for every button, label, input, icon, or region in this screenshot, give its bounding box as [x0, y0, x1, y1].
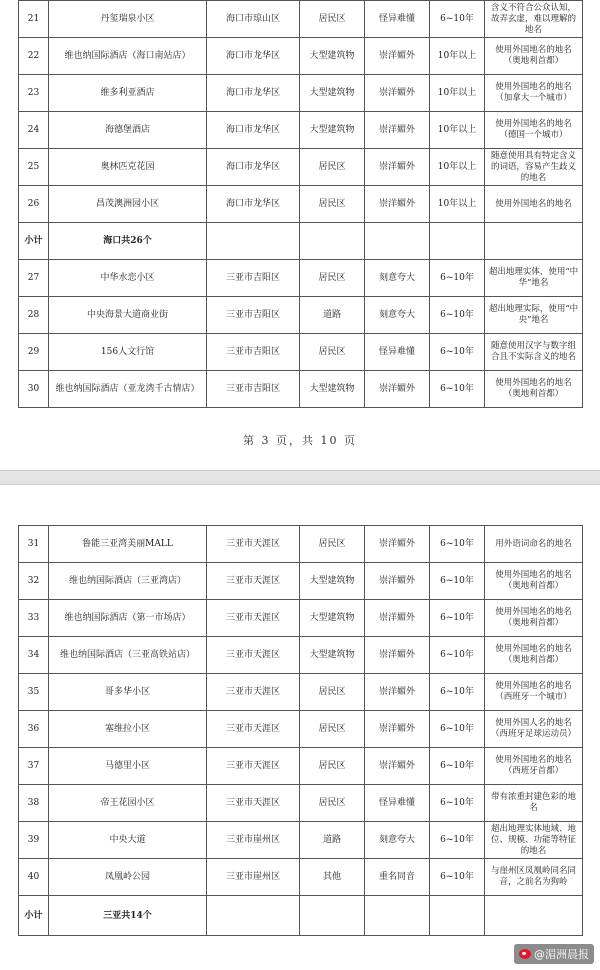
table-row	[19, 112, 583, 149]
cell-years: 10年以上	[430, 186, 485, 223]
cell-no: 38	[19, 785, 49, 822]
cell-category: 崇洋媚外	[365, 75, 430, 112]
cell-name: 昌茂澳洲园小区	[49, 186, 207, 223]
cell-category: 崇洋媚外	[365, 149, 430, 186]
cell-note: 超出地理实体，使用“中华”地名	[485, 260, 583, 297]
cell-note: 带有浓重封建色彩的地名	[485, 785, 583, 822]
cell-area: 三亚市吉阳区	[207, 334, 300, 371]
cell-name: 维也纳国际酒店（三亚高铁站店）	[49, 637, 207, 674]
cell-years: 6~10年	[430, 711, 485, 748]
table-row	[19, 260, 583, 297]
cell-name: 维也纳国际酒店（海口南站店）	[49, 38, 207, 75]
cell-note: 使用外国地名的地名（奥地利首都）	[485, 371, 583, 408]
cell-area: 三亚市天涯区	[207, 563, 300, 600]
table-row	[19, 785, 583, 822]
cell-area: 海口市龙华区	[207, 112, 300, 149]
cell-years: 6~10年	[430, 334, 485, 371]
subtotal-value: 三亚共14个	[49, 896, 207, 936]
cell-years: 6~10年	[430, 297, 485, 334]
cell-no: 35	[19, 674, 49, 711]
table-row	[19, 859, 583, 896]
cell-area: 三亚市崖州区	[207, 859, 300, 896]
subtotal-label: 小计	[19, 223, 49, 260]
cell-no: 27	[19, 260, 49, 297]
cell-years: 6~10年	[430, 637, 485, 674]
cell-note: 使用外国地名的地名（奥地利首都）	[485, 38, 583, 75]
table-row	[19, 600, 583, 637]
table-row	[19, 711, 583, 748]
cell-category: 崇洋媚外	[365, 38, 430, 75]
cell-type: 大型建筑物	[300, 600, 365, 637]
weibo-icon	[519, 949, 531, 959]
table-row	[19, 75, 583, 112]
cell-category: 刻意夸大	[365, 822, 430, 859]
subtotal-row	[19, 223, 583, 260]
cell-type: 居民区	[300, 526, 365, 563]
cell-area: 海口市琼山区	[207, 1, 300, 38]
cell-category: 崇洋媚外	[365, 600, 430, 637]
cell-category: 刻意夸大	[365, 297, 430, 334]
cell-name: 帝王花园小区	[49, 785, 207, 822]
cell-no: 36	[19, 711, 49, 748]
cell-category: 刻意夸大	[365, 260, 430, 297]
cell-category: 怪异难懂	[365, 785, 430, 822]
cell-years: 6~10年	[430, 260, 485, 297]
cell-years: 6~10年	[430, 674, 485, 711]
cell-no: 37	[19, 748, 49, 785]
cell-note: 使用外国地名的地名（西班牙首都）	[485, 748, 583, 785]
cell-type: 大型建筑物	[300, 112, 365, 149]
table-row	[19, 297, 583, 334]
cell-years: 6~10年	[430, 859, 485, 896]
cell-note: 使用外国地名的地名（西班牙一个城市）	[485, 674, 583, 711]
cell-no: 23	[19, 75, 49, 112]
cell-category: 崇洋媚外	[365, 563, 430, 600]
cell-name: 塞维拉小区	[49, 711, 207, 748]
cell-note: 使用外国地名的地名（奥地利首都）	[485, 600, 583, 637]
cell-name: 丹玺瑞泉小区	[49, 1, 207, 38]
cell-area: 三亚市吉阳区	[207, 297, 300, 334]
cell-type: 其他	[300, 859, 365, 896]
cell-category: 崇洋媚外	[365, 186, 430, 223]
cell-no: 34	[19, 637, 49, 674]
cell-note: 与崖州区凤凰岭同名同音，之前名为狗岭	[485, 859, 583, 896]
cell-type: 居民区	[300, 785, 365, 822]
cell-note: 使用外国地名的地名	[485, 186, 583, 223]
weibo-watermark	[514, 944, 594, 964]
table-row	[19, 526, 583, 563]
cell-no: 39	[19, 822, 49, 859]
cell-name: 维也纳国际酒店（第一市场店）	[49, 600, 207, 637]
page-separator	[0, 470, 600, 485]
cell-note: 使用外国地名的地名（奥地利首都）	[485, 563, 583, 600]
cell-years: 10年以上	[430, 149, 485, 186]
cell-area: 三亚市崖州区	[207, 822, 300, 859]
cell-type: 居民区	[300, 1, 365, 38]
cell-years: 10年以上	[430, 112, 485, 149]
cell-type: 居民区	[300, 186, 365, 223]
table-row	[19, 822, 583, 859]
cell-category: 崇洋媚外	[365, 674, 430, 711]
table-row	[19, 563, 583, 600]
cell-name: 156人文行馆	[49, 334, 207, 371]
cell-years: 10年以上	[430, 38, 485, 75]
table-row	[19, 637, 583, 674]
cell-area: 三亚市天涯区	[207, 526, 300, 563]
cell-no: 26	[19, 186, 49, 223]
cell-area: 海口市龙华区	[207, 38, 300, 75]
place-name-table-page-3	[18, 0, 583, 408]
cell-years: 6~10年	[430, 563, 485, 600]
cell-area: 海口市龙华区	[207, 75, 300, 112]
cell-name: 维也纳国际酒店（三亚湾店）	[49, 563, 207, 600]
cell-no: 30	[19, 371, 49, 408]
cell-type: 居民区	[300, 334, 365, 371]
document-page-3	[0, 0, 600, 470]
cell-note: 使用外国地名的地名（德国一个城市）	[485, 112, 583, 149]
cell-area: 三亚市天涯区	[207, 748, 300, 785]
table-row	[19, 748, 583, 785]
cell-type: 居民区	[300, 149, 365, 186]
cell-years: 6~10年	[430, 1, 485, 38]
cell-years: 6~10年	[430, 822, 485, 859]
cell-type: 道路	[300, 822, 365, 859]
cell-category: 崇洋媚外	[365, 748, 430, 785]
cell-area: 三亚市天涯区	[207, 785, 300, 822]
cell-type: 居民区	[300, 674, 365, 711]
cell-name: 鲁能三亚湾美丽MALL	[49, 526, 207, 563]
cell-years: 6~10年	[430, 748, 485, 785]
document-page-4	[0, 485, 600, 970]
cell-note: 超出地理实体地域、地位、规模、功能等特征的地名	[485, 822, 583, 859]
cell-years: 10年以上	[430, 75, 485, 112]
cell-note: 含义不符合公众认知，故弄玄虚，难以理解的地名	[485, 1, 583, 38]
cell-type: 大型建筑物	[300, 563, 365, 600]
cell-category: 怪异难懂	[365, 334, 430, 371]
cell-note: 随意使用具有特定含义的词语，容易产生歧义的地名	[485, 149, 583, 186]
cell-no: 32	[19, 563, 49, 600]
cell-type: 道路	[300, 297, 365, 334]
cell-note: 使用外国人名的地名（西班牙足球运动员）	[485, 711, 583, 748]
place-name-table-page-4	[18, 525, 583, 936]
table-row	[19, 334, 583, 371]
cell-area: 海口市龙华区	[207, 149, 300, 186]
cell-category: 怪异难懂	[365, 1, 430, 38]
cell-category: 崇洋媚外	[365, 112, 430, 149]
cell-area: 三亚市天涯区	[207, 711, 300, 748]
table-row	[19, 371, 583, 408]
cell-years: 6~10年	[430, 371, 485, 408]
cell-area: 三亚市天涯区	[207, 674, 300, 711]
cell-category: 崇洋媚外	[365, 711, 430, 748]
cell-no: 24	[19, 112, 49, 149]
cell-note: 随意使用汉字与数字组合且不实际含义的地名	[485, 334, 583, 371]
cell-category: 崇洋媚外	[365, 371, 430, 408]
subtotal-label: 小计	[19, 896, 49, 936]
cell-years: 6~10年	[430, 526, 485, 563]
cell-note: 超出地理实际，使用“中央”地名	[485, 297, 583, 334]
cell-name: 中央海景大道商业街	[49, 297, 207, 334]
cell-name: 奥林匹克花园	[49, 149, 207, 186]
cell-area: 三亚市吉阳区	[207, 260, 300, 297]
cell-name: 中央大道	[49, 822, 207, 859]
cell-note: 使用外国地名的地名（加拿大一个城市）	[485, 75, 583, 112]
cell-no: 21	[19, 1, 49, 38]
cell-no: 28	[19, 297, 49, 334]
cell-category: 重名同音	[365, 859, 430, 896]
subtotal-value: 海口共26个	[49, 223, 207, 260]
cell-type: 大型建筑物	[300, 75, 365, 112]
subtotal-row	[19, 896, 583, 936]
cell-years: 6~10年	[430, 785, 485, 822]
cell-name: 维也纳国际酒店（亚龙湾千古情店）	[49, 371, 207, 408]
table-row	[19, 674, 583, 711]
table-row	[19, 149, 583, 186]
cell-no: 31	[19, 526, 49, 563]
cell-name: 维多利亚酒店	[49, 75, 207, 112]
cell-name: 中华水恋小区	[49, 260, 207, 297]
watermark-text: @湄洲晨报	[534, 948, 589, 961]
cell-name: 凤凰岭公园	[49, 859, 207, 896]
cell-area: 三亚市吉阳区	[207, 371, 300, 408]
cell-no: 40	[19, 859, 49, 896]
cell-type: 居民区	[300, 260, 365, 297]
cell-type: 大型建筑物	[300, 38, 365, 75]
cell-name: 海德堡酒店	[49, 112, 207, 149]
cell-area: 三亚市天涯区	[207, 637, 300, 674]
cell-no: 33	[19, 600, 49, 637]
table-row	[19, 38, 583, 75]
cell-type: 大型建筑物	[300, 637, 365, 674]
table-row	[19, 1, 583, 38]
cell-years: 6~10年	[430, 600, 485, 637]
cell-type: 大型建筑物	[300, 371, 365, 408]
cell-area: 海口市龙华区	[207, 186, 300, 223]
cell-name: 马德里小区	[49, 748, 207, 785]
cell-note: 使用外国地名的地名（奥地利首都）	[485, 637, 583, 674]
cell-note: 用外语词命名的地名	[485, 526, 583, 563]
table-row	[19, 186, 583, 223]
cell-no: 29	[19, 334, 49, 371]
cell-area: 三亚市天涯区	[207, 600, 300, 637]
cell-type: 居民区	[300, 711, 365, 748]
cell-category: 崇洋媚外	[365, 526, 430, 563]
cell-no: 22	[19, 38, 49, 75]
cell-no: 25	[19, 149, 49, 186]
cell-type: 居民区	[300, 748, 365, 785]
cell-category: 崇洋媚外	[365, 637, 430, 674]
cell-name: 哥多华小区	[49, 674, 207, 711]
page-number: 第 3 页，共 10 页	[243, 434, 357, 447]
